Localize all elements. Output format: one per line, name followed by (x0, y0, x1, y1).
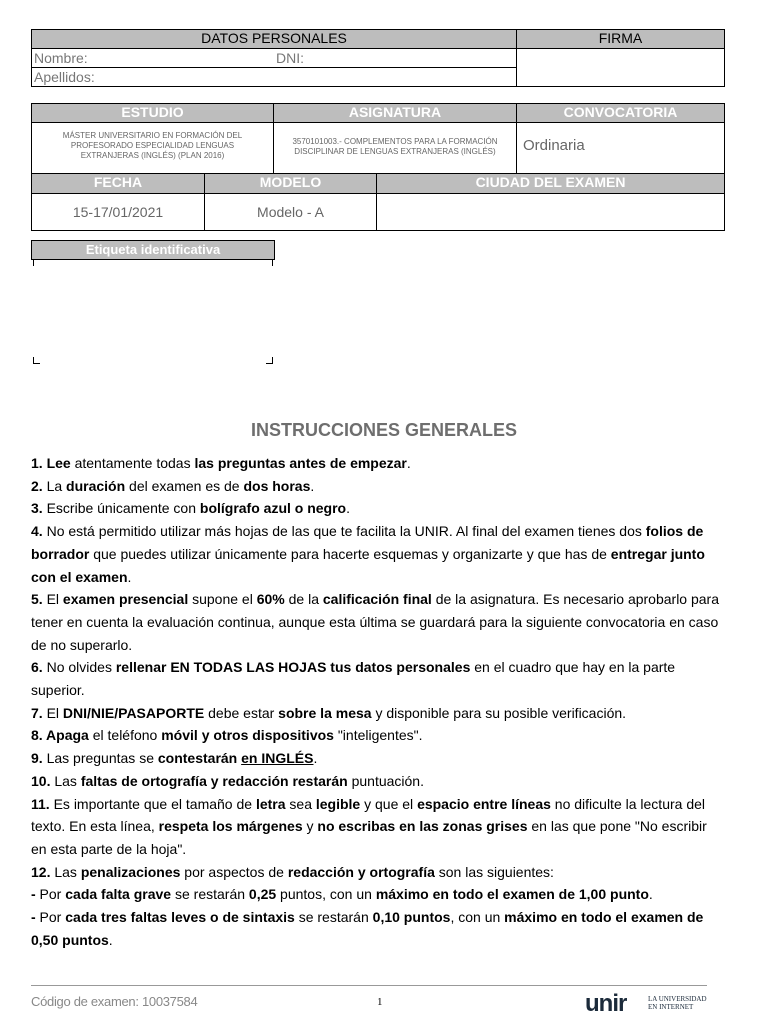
instruction-text: Por (35, 909, 66, 926)
instruction-text: contestarán (157, 750, 238, 767)
instruction-item (31, 747, 726, 770)
instructions-list (31, 452, 726, 951)
instruction-number: 9. (31, 750, 43, 767)
instruction-text: cada tres faltas leves o de sintaxis (65, 909, 295, 926)
footer-divider (31, 985, 707, 986)
instruction-text: "inteligentes". (333, 727, 423, 744)
page-number: 1 (377, 996, 383, 1008)
instruction-text: bolígrafo azul o negro (199, 500, 347, 517)
instruction-item (31, 724, 726, 747)
instruction-number: 6. (31, 659, 43, 676)
instruction-number: 12. (31, 863, 51, 880)
instruction-text: sobre la mesa (278, 704, 372, 721)
instruction-number: 7. (31, 704, 43, 721)
instruction-item (31, 452, 726, 475)
convocatoria-header: CONVOCATORIA (516, 103, 725, 123)
instruction-text: penalizaciones (80, 863, 181, 880)
instruction-text: Las (50, 772, 81, 789)
instruction-text: no escribas en las zonas grises (317, 818, 528, 835)
instruction-text: rellenar EN TODAS LAS HOJAS tus datos personales (115, 659, 471, 676)
instruction-item (31, 906, 726, 951)
instruction-text: No olvides (42, 659, 116, 676)
instructions-title: INSTRUCCIONES GENERALES (250, 420, 518, 440)
instruction-number: 10. (31, 772, 51, 789)
apellidos-label: Apellidos: (34, 69, 95, 85)
etiqueta-header: Etiqueta identificativa (31, 240, 275, 260)
instruction-text: en las que pone "No escribir en esta parte de la hoja". (31, 818, 707, 857)
instruction-text: . (648, 886, 653, 903)
instruction-item (31, 793, 726, 861)
instruction-text: . (108, 931, 113, 948)
fecha-header: FECHA (31, 173, 205, 194)
instruction-number: 4. (31, 523, 43, 540)
instruction-text: Apaga (42, 727, 89, 744)
instruction-text: atentamente todas (70, 455, 195, 471)
instruction-text: respeta los márgenes (158, 818, 303, 835)
instruction-text: calificación final (322, 591, 432, 608)
asignatura-header: ASIGNATURA (273, 103, 517, 123)
instruction-text: las preguntas antes de empezar (194, 455, 407, 471)
modelo-value: Modelo - A (204, 193, 377, 231)
instruction-item (31, 702, 726, 725)
instruction-text: Por (35, 886, 66, 903)
instruction-text: Es importante que el tamaño de (49, 795, 256, 812)
instruction-number: 11. (31, 795, 50, 812)
instruction-text: letra (255, 795, 286, 812)
instruction-text: de la (284, 591, 323, 608)
instruction-text: La (42, 477, 67, 494)
corner-top-right (266, 260, 273, 266)
instruction-number: 5. (31, 591, 43, 608)
etiqueta-area (31, 260, 275, 364)
instruction-text: 60% (256, 591, 285, 608)
instruction-text: no dificulte la lectura del texto. En esta línea, (31, 795, 705, 835)
estudio-header: ESTUDIO (31, 103, 274, 123)
instruction-text: son las siguientes: (434, 863, 554, 880)
unir-logo (585, 990, 707, 1018)
instruction-text: y disponible para su posible verificación. (371, 704, 627, 721)
instruction-text: redacción y ortografía (287, 863, 435, 880)
instruction-text: móvil y otros dispositivos (161, 727, 334, 744)
instruction-number: 3. (31, 500, 43, 517)
nombre-label: Nombre: (34, 50, 88, 66)
instruction-item (31, 497, 726, 520)
ciudad-value[interactable] (376, 193, 725, 231)
instruction-text: . (346, 500, 351, 517)
instruction-item (31, 883, 726, 906)
asignatura-value: 3570101003.- COMPLEMENTOS PARA LA FORMACIÓN DISCIPLINAR DE LENGUAS EXTRANJERAS (INGLÉS) (273, 122, 517, 174)
dni-label: DNI: (276, 50, 304, 66)
firma-box[interactable] (516, 48, 725, 87)
instruction-text: se restarán (294, 909, 373, 926)
instruction-text: . (313, 750, 318, 767)
instruction-text: examen presencial (62, 591, 189, 608)
instruction-text: . (406, 455, 411, 471)
instruction-item (31, 861, 726, 884)
logo-wordmark: unir (585, 990, 627, 1017)
corner-top-left (33, 260, 40, 266)
instruction-text: , con un (450, 909, 505, 926)
instruction-number: - (31, 886, 36, 903)
instruction-text: 0,25 (248, 886, 277, 903)
ciudad-header: CIUDAD DEL EXAMEN (376, 173, 725, 194)
instruction-text: cada falta grave (65, 886, 172, 903)
instruction-text: Las (50, 863, 81, 880)
corner-bottom-left (33, 357, 40, 364)
exam-code: Código de examen: 10037584 (31, 994, 198, 1009)
instruction-text: legible (315, 795, 361, 812)
instruction-text: faltas de ortografía y redacción restarán (80, 772, 348, 789)
instruction-text: . (310, 477, 315, 494)
modelo-header: MODELO (204, 173, 377, 194)
instruction-number: 2. (31, 477, 43, 494)
instruction-text: y que el (360, 795, 418, 812)
convocatoria-value: Ordinaria (516, 122, 725, 174)
instruction-item (31, 475, 726, 498)
instruction-text: No está permitido utilizar más hojas de las que te facilita la UNIR. Al final del examen tienes dos (42, 523, 646, 540)
instruction-text: entregar junto con el examen (31, 545, 705, 585)
instruction-number: 8. (31, 727, 43, 744)
instruction-text: en INGLÉS (241, 750, 314, 767)
instruction-text: sea (285, 795, 316, 812)
instruction-number: - (31, 909, 36, 926)
instruction-text: que puedes utilizar únicamente para hacerte esquemas y organizarte y que has de (89, 545, 611, 562)
instruction-text: dos horas (243, 477, 311, 494)
firma-header: FIRMA (516, 29, 725, 49)
instruction-text: máximo en todo el examen de 1,00 punto (375, 886, 649, 903)
instruction-text: supone el (188, 591, 257, 608)
instruction-text: 0,10 puntos (372, 909, 451, 926)
corner-bottom-right (266, 357, 273, 364)
logo-tagline-1: LA UNIVERSIDAD (648, 995, 707, 1003)
instruction-text: Escribe únicamente con (42, 500, 200, 517)
nombre-field[interactable] (31, 48, 517, 68)
instruction-text: y (302, 818, 318, 835)
instruction-text: El (42, 704, 63, 721)
instruction-text: del examen es de (125, 477, 244, 494)
instruction-text: DNI/NIE/PASAPORTE (62, 704, 205, 721)
logo-tagline-2: EN INTERNET (648, 1003, 694, 1011)
instruction-item (31, 770, 726, 793)
instruction-text: puntuación. (347, 772, 424, 789)
instruction-text: de la asignatura. Es necesario aprobarlo para tener en cuenta la evaluación continua, aunque esta última se guardará para la siguiente convocatoria en caso de no superarlo. (31, 591, 720, 653)
estudio-value: MÁSTER UNIVERSITARIO EN FORMACIÓN DEL PROFESORADO ESPECIALIDAD LENGUAS EXTRANJERAS (INGLÉS) (PLAN 2016) (31, 122, 274, 174)
instruction-text: máximo en todo el examen de 0,50 puntos (31, 909, 704, 948)
instruction-text: duración (66, 477, 126, 494)
instruction-item (31, 588, 726, 656)
instruction-text: El (42, 591, 63, 608)
instruction-item (31, 520, 726, 588)
instruction-text: el teléfono (88, 727, 162, 744)
instruction-text: en el cuadro que hay en la parte superior. (31, 659, 676, 699)
instruction-number: 1. (31, 455, 43, 471)
instruction-text: espacio entre líneas (417, 795, 551, 812)
instruction-text: folios de borrador (31, 523, 704, 562)
instruction-text: puntos, con un (276, 886, 376, 903)
fecha-value: 15-17/01/2021 (31, 193, 205, 231)
instruction-text: se restarán (171, 886, 249, 903)
instruction-text: Las preguntas se (42, 750, 158, 767)
instruction-text: debe estar (204, 704, 279, 721)
instruction-text: . (127, 568, 132, 585)
instruction-item (31, 656, 726, 701)
datos-personales-header: DATOS PERSONALES (31, 29, 517, 49)
logo-tagline (648, 995, 707, 1011)
apellidos-field[interactable] (31, 67, 517, 87)
instruction-text: Lee (42, 455, 71, 471)
instruction-text: por aspectos de (180, 863, 288, 880)
